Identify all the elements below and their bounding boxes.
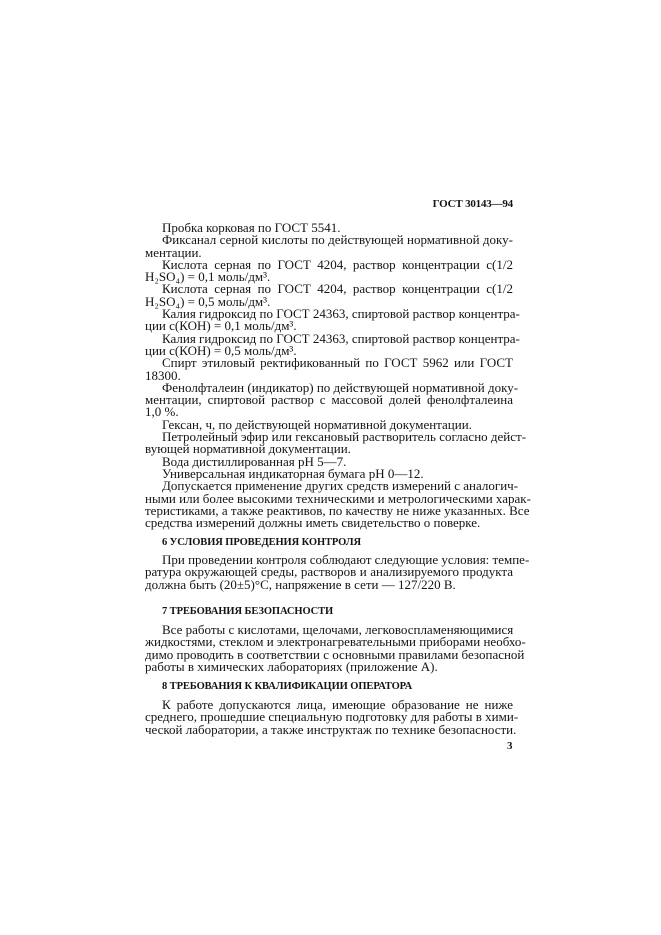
section-6-heading: 6 УСЛОВИЯ ПРОВЕДЕНИЯ КОНТРОЛЯ — [162, 537, 361, 548]
paragraph-line: Фенолфталеин (индикатор) по действующей нормативной доку- — [162, 379, 519, 395]
paragraph-line: Кислота серная по ГОСТ 4204, раствор концентрации с(1/2 — [162, 256, 513, 272]
section-6-body — [145, 552, 530, 592]
paragraph-line: ратура окружающей среды, растворов и анализируемого продукта — [145, 564, 513, 580]
paragraph-line: Универсальная индикаторная бумага рН 0—12. — [162, 465, 424, 481]
paragraph-line: среднего, прошедшие специальную подготовку для работы в хими- — [145, 709, 519, 725]
section-8-heading: 8 ТРЕБОВАНИЯ К КВАЛИФИКАЦИИ ОПЕРАТОРА — [162, 681, 413, 692]
paragraph-line: ческой лаборатории, а также инструктаж по технике безопасности. — [145, 721, 517, 737]
paragraph-line: работы в химических лабораториях (приложение А). — [145, 658, 438, 674]
paragraph-line: ными или более высокими техническими и метрологическими харак- — [145, 490, 531, 506]
paragraph-line: ции с(КОН) = 0,5 моль/дм³. — [145, 342, 297, 358]
paragraph-line: 18300. — [145, 367, 181, 383]
paragraph-line: Кислота серная по ГОСТ 4204, раствор концентрации с(1/2 — [162, 281, 513, 297]
section-7-body — [145, 622, 526, 674]
paragraph-line: должна быть (20±5)°С, напряжение в сети — 127/220 В. — [145, 576, 456, 592]
paragraph-line: К работе допускаются лица, имеющие образование не ниже — [162, 697, 513, 712]
paragraph-line: жидкостями, стеклом и электронагревательными приборами необхо- — [145, 634, 526, 650]
paragraph-line: средства измерений должны иметь свидетельство о поверке. — [145, 515, 481, 531]
document-header-id: ГОСТ 30143—94 — [432, 198, 513, 210]
page-number: 3 — [507, 740, 513, 752]
paragraph-line: вующей нормативной документации. — [145, 441, 351, 457]
paragraph-line: димо проводить в соответствии с основными правилами безопасной — [145, 646, 525, 662]
paragraph-line: Все работы с кислотами, щелочами, легковоспламеняющимися — [162, 622, 514, 637]
paragraph-line: H₂SO₄) = 0,5 моль/дм³. — [145, 293, 271, 309]
paragraph-line: Калия гидроксид по ГОСТ 24363, спиртовой раствор концентра- — [162, 330, 520, 346]
paragraph-line: Калия гидроксид по ГОСТ 24363, спиртовой раствор концентра- — [162, 306, 520, 322]
paragraph-line: При проведении контроля соблюдают следующие условия: темпе- — [162, 552, 530, 567]
paragraph-line: Гексан, ч, по действующей нормативной документации. — [162, 416, 472, 432]
paragraph-line: Допускается применение других средств измерений с аналогич- — [162, 478, 519, 494]
paragraph-line: Вода дистиллированная рН 5—7. — [162, 453, 347, 469]
paragraph-line: Спирт этиловый ректификованный по ГОСТ 5962 или ГОСТ — [162, 355, 513, 371]
paragraph-line: Петролейный эфир или гексановый растворитель согласно дейст- — [162, 429, 527, 445]
paragraph-line: Фиксанал серной кислоты по действующей нормативной доку- — [162, 232, 513, 248]
paragraph-line: ции с(КОН) = 0,1 моль/дм³. — [145, 318, 297, 334]
materials-list — [145, 220, 531, 531]
section-8-body — [145, 697, 519, 737]
paragraph-line: теристиками, а также реактивов, по качеству не ниже указанных. Все — [145, 502, 530, 518]
paragraph-line: ментации, спиртовой раствор с массовой долей фенолфталеина — [145, 392, 513, 408]
paragraph-line: Пробка корковая по ГОСТ 5541. — [162, 220, 341, 235]
paragraph-line: H₂SO₄) = 0,1 моль/дм³. — [145, 269, 271, 285]
paragraph-line: 1,0 %. — [145, 404, 179, 420]
paragraph-line: ментации. — [145, 244, 202, 260]
section-7-heading: 7 ТРЕБОВАНИЯ БЕЗОПАСНОСТИ — [162, 606, 334, 617]
